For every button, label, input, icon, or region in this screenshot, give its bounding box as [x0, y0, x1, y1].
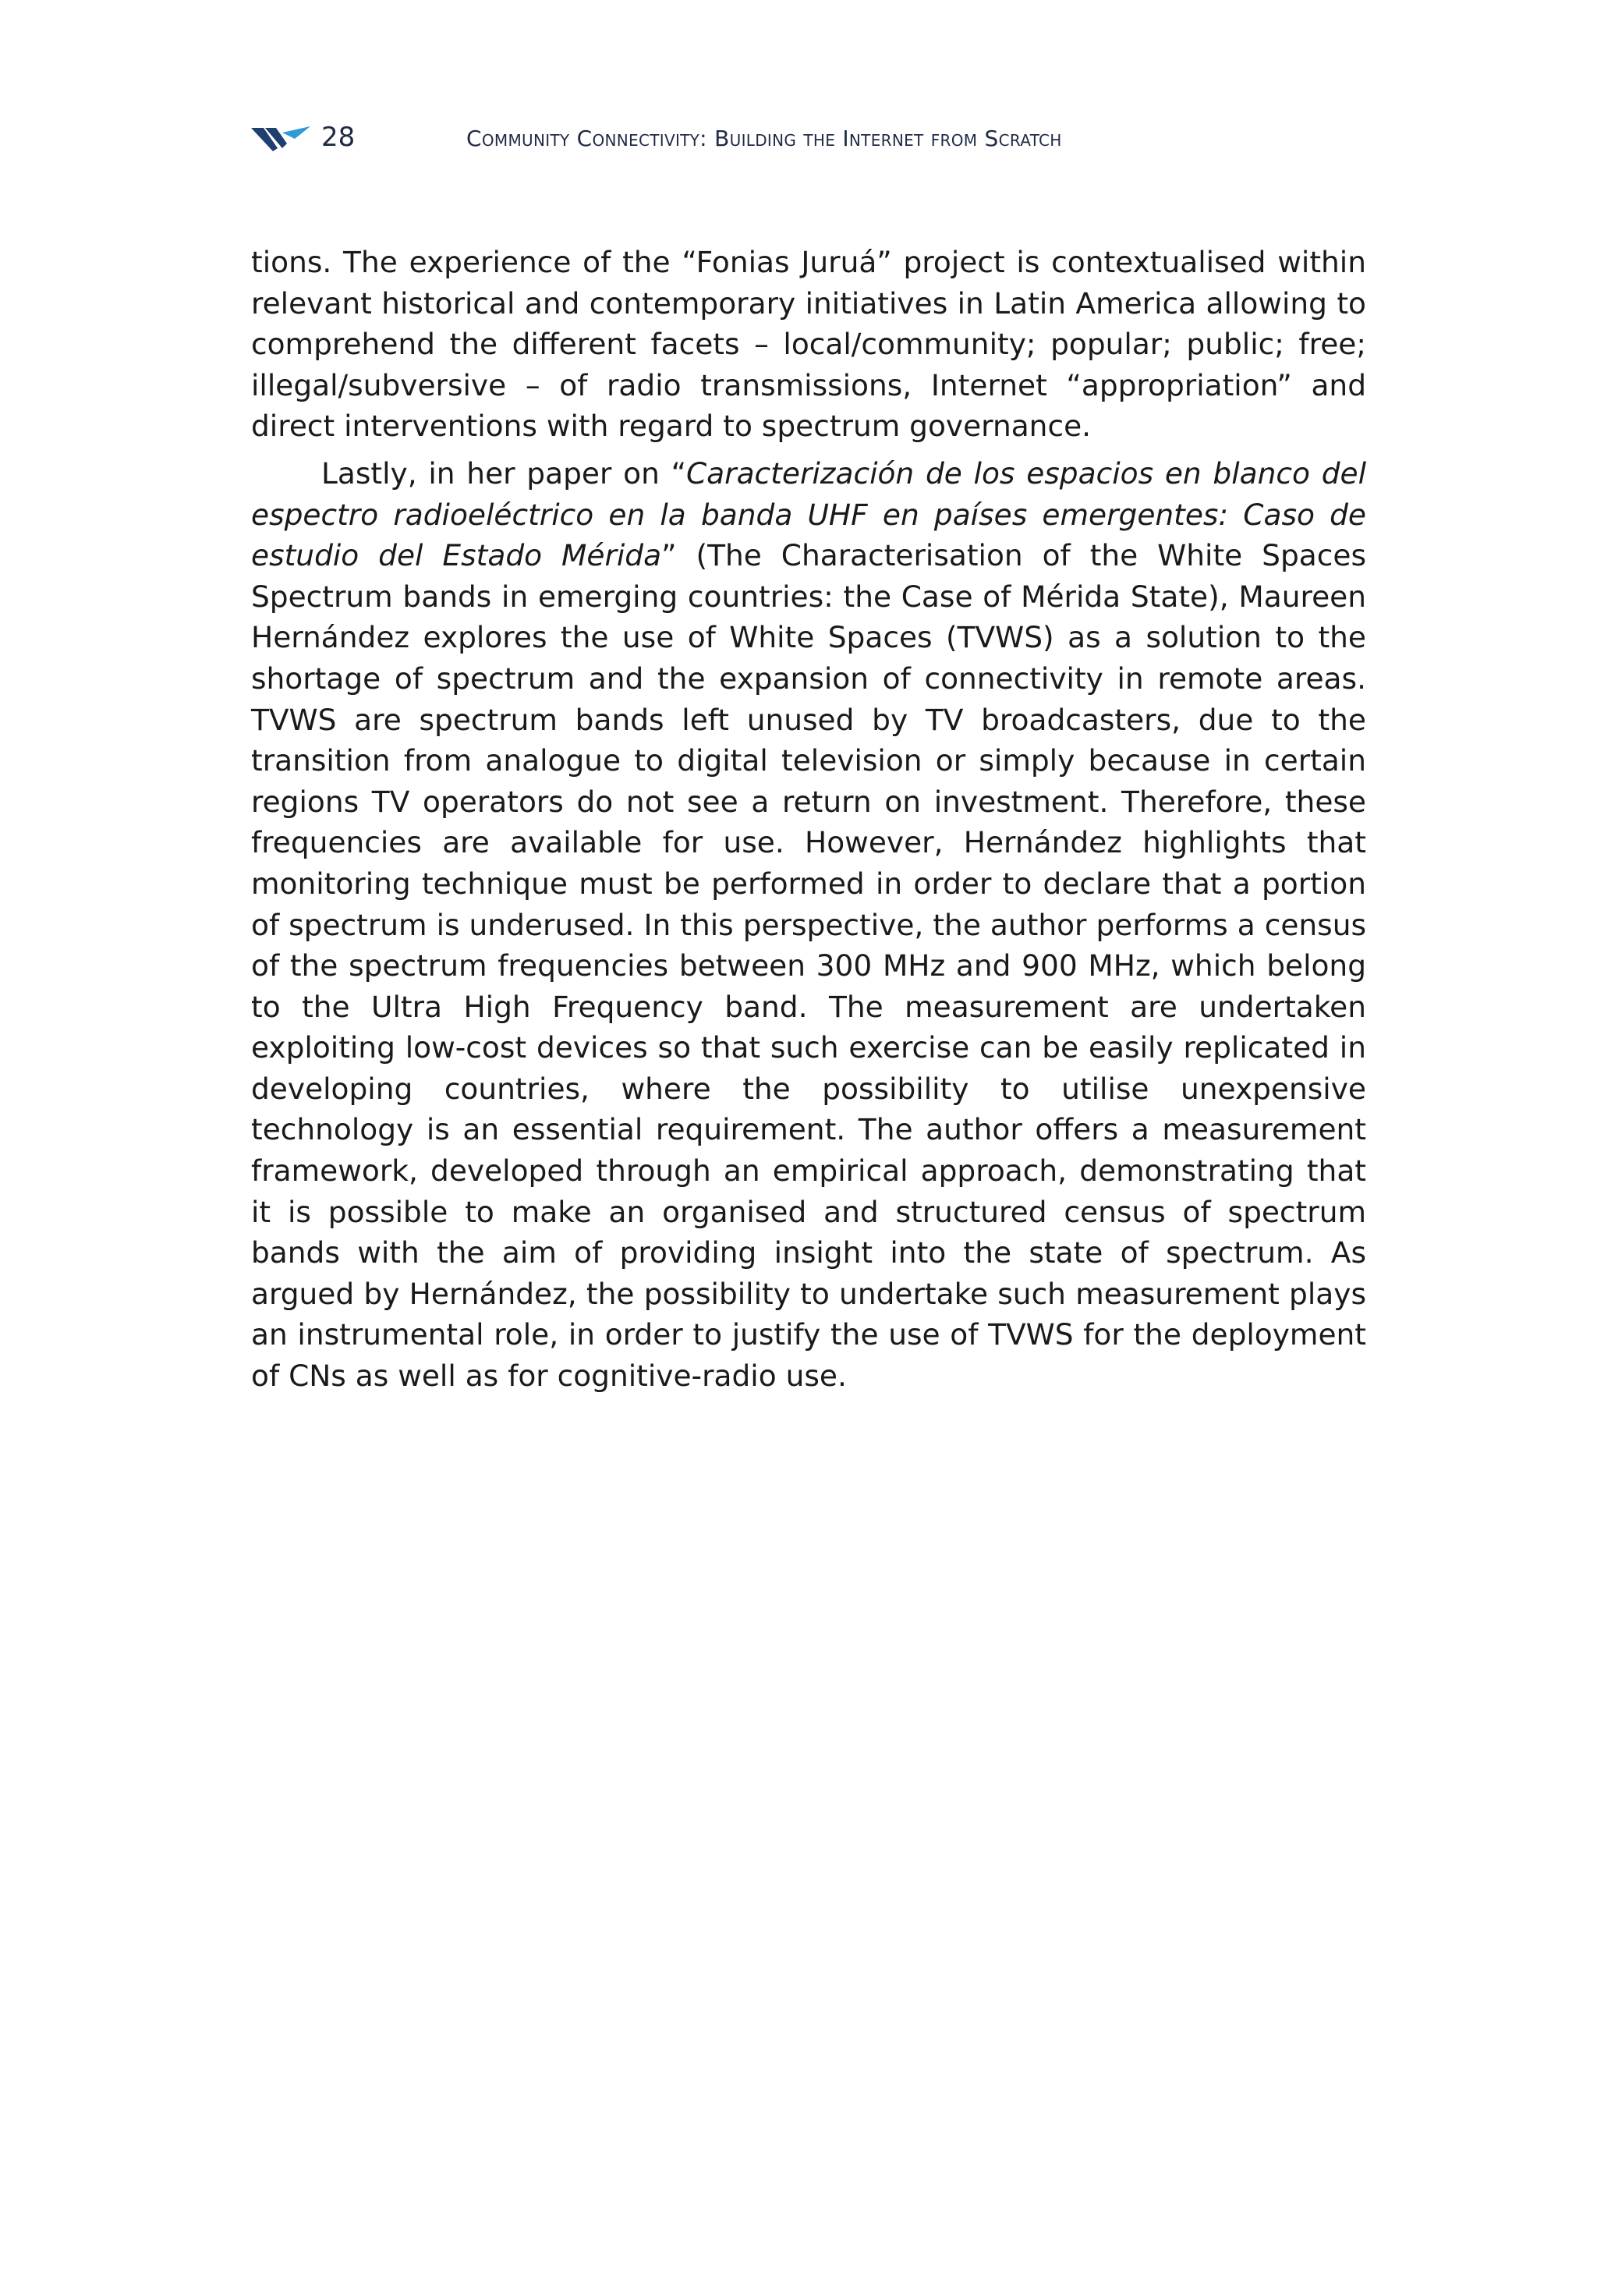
paper-title-italic: Caracterización de los espacios en blanco del espectro radioeléctrico en la banda UHF en países emergentes: Caso de estudio del Estado Mérida [251, 455, 1366, 573]
paragraph-2-rest: ” (The Characterisation of the White Spaces Spectrum bands in emerging countries: the Case of Mérida State), Maureen Hernández explores the use of White Spaces (TVWS) as a solution to the shortage of spectrum and the expansion of connectivity in remote areas. TVWS are spectrum bands left unused by TV broadcasters, due to the transition from analogue to digital television or simply because in certain regions TV operators do not see a return on investment. Therefore, these frequencies are available for use. However, Hernández highlights that monitoring technique must be performed in order to declare that a portion of spectrum is underused. In this perspective, the author performs a census of the spectrum frequencies between 300 MHz and 900 MHz, which belong to the Ultra High Frequency band. The measurement are undertaken exploiting low-cost devices so that such exercise can be easily replicated in developing countries, where the possibility to utilise unexpensive technology is an essential requirement. The author offers a measurement framework, developed through an empirical approach, demonstrating that it is possible to make an organised and structured census of spectrum bands with the aim of providing insight into the state of spectrum. As argued by Hernández, the possibility to undertake such measurement plays an instrumental role, in order to justify the use of TVWS for the deployment of CNs as well as for cognitive-radio use. [251, 538, 1366, 1394]
page-number: 28 [321, 122, 356, 153]
paragraph-1: tions. The experience of the “Fonias Juruá” project is contextualised within relevant historical and contemporary initiatives in Latin America allowing to comprehend the different facets – local/community; popular; public; free; illegal/subversive – of radio transmissions, Internet “appropriation” and direct interventions with regard to spectrum governance. [251, 245, 1366, 444]
body-text [251, 242, 1366, 1403]
running-title: Community Connectivity: Building the Internet from Scratch [466, 126, 1062, 151]
paragraph-2 [251, 453, 1366, 1397]
paragraph-2-lead: Lastly, in her paper on “ [321, 455, 686, 491]
page-header [251, 117, 1366, 164]
publisher-logo-icon [251, 126, 310, 153]
